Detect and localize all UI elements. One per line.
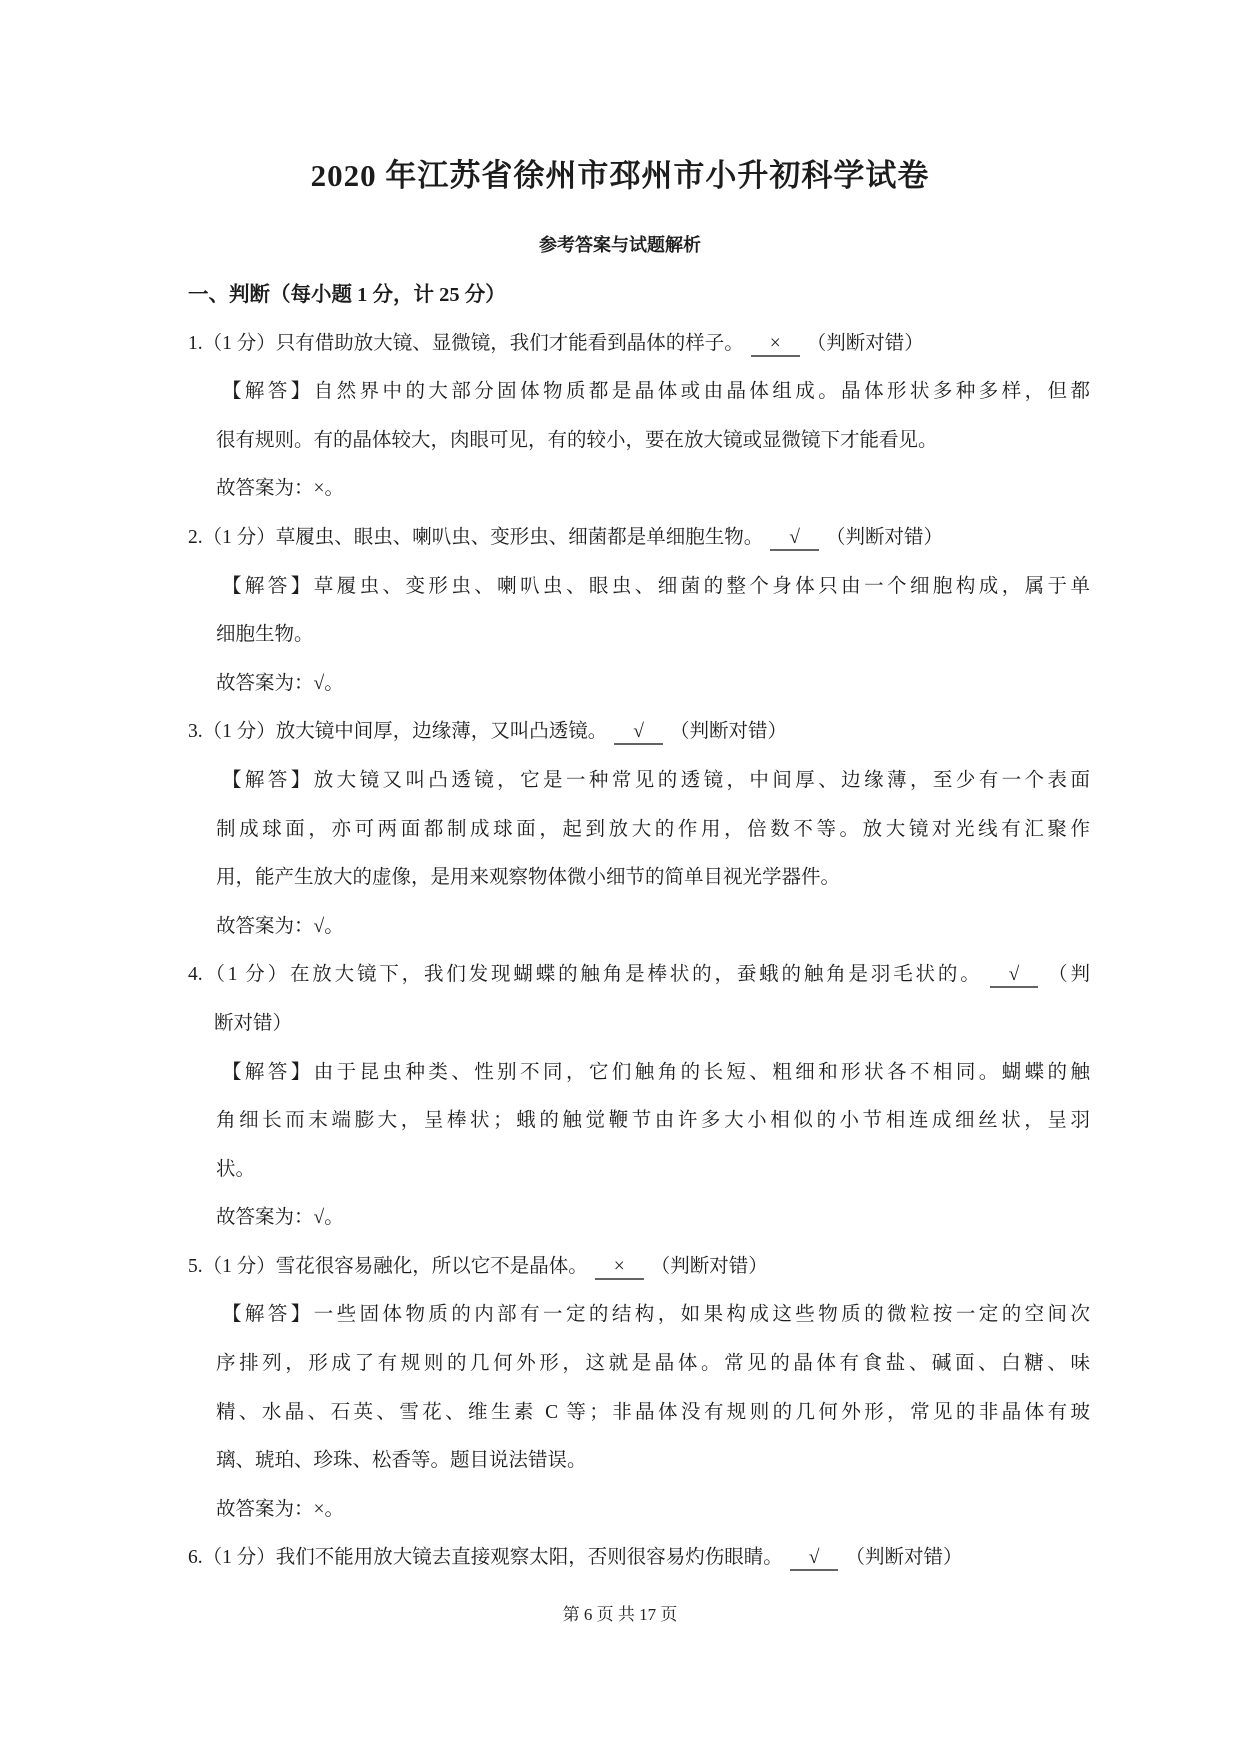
section-header: 一、判断（每小题 1 分，计 25 分） xyxy=(188,284,506,306)
page-number: 第 6 页 共 17 页 xyxy=(562,1605,678,1624)
judge-label: （判断对错） xyxy=(669,721,787,743)
answer-blank xyxy=(770,527,819,551)
question-text: 6.（1 分）我们不能用放大镜去直接观察太阳，否则很容易灼伤眼睛。 xyxy=(188,1547,783,1569)
question-text: 3.（1 分）放大镜中间厚，边缘薄，又叫凸透镜。 xyxy=(188,721,608,743)
question-line xyxy=(188,514,1090,563)
answer-mark: × xyxy=(769,332,781,354)
answer-line: 故答案为：×。 xyxy=(216,1498,344,1520)
explanation-line: 用，能产生放大的虚像，是用来观察物体微小细节的简单目视光学器件。 xyxy=(216,867,841,889)
judge-label: （判断对错） xyxy=(806,332,924,354)
question-line xyxy=(188,708,1090,757)
explanation-line: 状。 xyxy=(216,1158,256,1180)
answer-mark: √ xyxy=(808,1547,820,1569)
answer-line: 故答案为：√。 xyxy=(216,915,344,937)
explanation-line: 很有规则。有的晶体较大，肉眼可见，有的较小，要在放大镜或显微镜下才能看见。 xyxy=(216,429,938,451)
explanation-line: 【解答】由于昆虫种类、性别不同，它们触角的长短、粗细和形状各不相同。蝴蝶的触 xyxy=(222,1061,1090,1083)
explanation-line: 细胞生物。 xyxy=(216,624,314,646)
question-line xyxy=(188,1243,1090,1292)
explanation-line: 【解答】自然界中的大部分固体物质都是晶体或由晶体组成。晶体形状多种多样，但都 xyxy=(222,381,1090,403)
judge-label: （判断对错） xyxy=(825,526,943,548)
document-body xyxy=(188,271,1090,1583)
judge-label: （判断对错） xyxy=(845,1547,963,1569)
judge-label: （判断对错） xyxy=(650,1255,768,1277)
judge-label: （判 xyxy=(1045,964,1090,986)
answer-blank xyxy=(990,964,1039,988)
answer-blank xyxy=(595,1256,644,1280)
question-continuation-line: 断对错） xyxy=(214,1012,293,1034)
answer-mark: √ xyxy=(633,721,644,743)
question-line xyxy=(188,951,1090,1000)
answer-mark: × xyxy=(613,1255,625,1277)
answer-blank xyxy=(790,1547,839,1571)
question-line xyxy=(188,1534,1090,1583)
explanation-line: 精、水晶、石英、雪花、维生素 C 等；非晶体没有规则的几何外形，常见的非晶体有玻 xyxy=(216,1401,1090,1423)
answer-blank xyxy=(751,333,800,357)
explanation-line: 制成球面，亦可两面都制成球面，起到放大的作用，倍数不等。放大镜对光线有汇聚作 xyxy=(216,818,1090,840)
page-title: 2020 年江苏省徐州市邳州市小升初科学试卷 xyxy=(310,158,930,193)
explanation-line: 【解答】放大镜又叫凸透镜，它是一种常见的透镜，中间厚、边缘薄，至少有一个表面 xyxy=(222,769,1090,791)
answer-line: 故答案为：√。 xyxy=(216,672,344,694)
explanation-line: 璃、琥珀、珍珠、松香等。题目说法错误。 xyxy=(216,1450,587,1472)
question-text: 5.（1 分）雪花很容易融化，所以它不是晶体。 xyxy=(188,1255,588,1277)
question-text: 4.（1 分）在放大镜下，我们发现蝴蝶的触角是棒状的，蚕蛾的触角是羽毛状的。 xyxy=(188,964,983,986)
answer-line: 故答案为：√。 xyxy=(216,1207,344,1229)
answer-mark: √ xyxy=(789,526,800,548)
explanation-line: 角细长而末端膨大，呈棒状；蛾的触觉鞭节由许多大小相似的小节相连成细丝状，呈羽 xyxy=(216,1110,1090,1132)
page-subtitle: 参考答案与试题解析 xyxy=(539,235,701,255)
answer-line: 故答案为：×。 xyxy=(216,478,344,500)
explanation-line: 【解答】草履虫、变形虫、喇叭虫、眼虫、细菌的整个身体只由一个细胞构成，属于单 xyxy=(222,575,1090,597)
explanation-line: 【解答】一些固体物质的内部有一定的结构，如果构成这些物质的微粒按一定的空间次 xyxy=(222,1304,1090,1326)
answer-mark: √ xyxy=(1008,964,1020,986)
answer-blank xyxy=(614,721,663,745)
explanation-line: 序排列，形成了有规则的几何外形，这就是晶体。常见的晶体有食盐、碱面、白糖、味 xyxy=(216,1353,1090,1375)
question-text: 1.（1 分）只有借助放大镜、显微镜，我们才能看到晶体的样子。 xyxy=(188,332,744,354)
question-text: 2.（1 分）草履虫、眼虫、喇叭虫、变形虫、细菌都是单细胞生物。 xyxy=(188,526,764,548)
question-line xyxy=(188,320,1090,369)
